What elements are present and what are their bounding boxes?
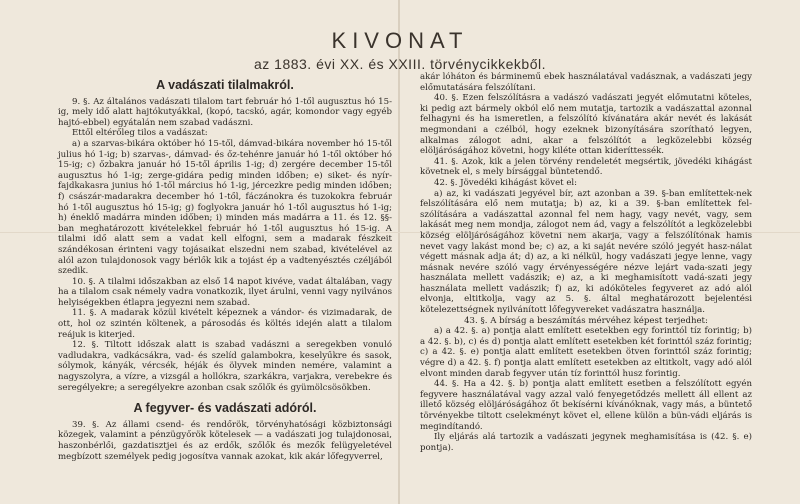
fold-line-vertical <box>398 0 400 504</box>
paragraph: 9. §. Az általános vadászati tilalom tart február hó 1-től augusztus hó 15-ig, mely idő alatt hajtókutyákkal, (kopó, tacskó, agár, komondor vagy egyéb hajtó-ebbel) egyátalán nem szabad vadászni. <box>58 96 392 128</box>
paragraph: 11. §. A madarak közül kivételt képeznek a vándor- és vizimadarak, de ott, hol oz szintén költenek, a párosodás és költés idején alatt a tilalom reájuk is kiterjed. <box>58 308 392 340</box>
paragraph: 42. §. Jövedéki kihágást követ el: <box>434 177 578 188</box>
document-title: KIVONAT <box>331 28 469 53</box>
right-column <box>420 72 752 453</box>
paragraph: a) az, ki vadászati jegyével bír, azt azonban a 39. §-ban említettek-nek felszólítására elő nem mutatja; b) az, ki a 39. §-ban említettek fel-szólítására a vadászattal azonnal fel nem hagy, vagy nevét, vagy, sem lakását meg nem mondja, zálogot nem ád, vagy a felszólítót a legközelebbi község elöljáróságához követni nem akarja, vagy a felszólítónak hamis nevet vagy lakást mond be; c) az, a ki saját nevére szóló jegyét hasz-nálat végett másnak adja át; d) az, a ki nélkül, hogy vadászati jegye lenne, vagy másnak nevére szóló vagy érvényességére nézve lejárt vada-szati jegy használata mellett vadászik; e) az, a ki meghamisított vadá-szati jegy használata mellett vadászik; f) az, ki adóköteles fegyveret az adó alól elvonja, eltitkolja, vagy az 5. §. által meghatározott bejelentési kötelezettségnek nyilvánított lőfegyvereket vadászatra használja. <box>420 188 752 316</box>
paragraph: a) a szarvas-bikára október hó 15-től, dámvad-bikára november hó 15-től julius hó 1-ig; b) szarvas-, dámvad- és őz-tehénre január hó 1-től október hó 15-ig; c) őzbakra január hó 15-től április 1-ig; d) zergére december 15-től augusztus hó 1-ig; zerge-gidára pedig minden időben; e) siket- és nyír-fajdkakasra junius hó 1-től március hó 1-ig, jércezkre pedig minden időben; f) császár-madarakra december hó 1-től, fáczánokra és tuzokokra február hó 1-től augusztus hó 15-ig; g) foglyokra január hó 1-től augusztus hó 1-ig; h) éneklő madárra minden időben; i) minden más madárra a 11. és 12. §§-ban meghatározott kivételekkel február hó 1-től augusztus hó 15-ig. A tilalmi idő alatt sem a vadat kell elfogni, sem a madarak fészkeit szándékosan érinteni vagy tojásaikat elszedni nem szabad, kivételével az alól azon tulajdonosok vagy bérlők kik a tojást ép a vadtenyésztés czéljából szedik. <box>58 138 392 277</box>
paragraph: 12. §. Tiltott időszak alatt is szabad vadászni a seregekben vonuló vadludakra, vadkácsákra, vad- és szelíd galambokra, keselyűkre és sasok, sólymok, kányák, vércsék, héják és ölyvek minden nemére, valamint a nagyszolyra, a vízre, a vizsgál a hollókra, szarkákra, varjakra, verebekre és seregélyekre; a seregélyekre azonban csak szőlők és gyümölcsösökben. <box>58 340 392 393</box>
paragraph: 41. §. Azok, kik a jelen törvény rendeletét megsértik, jövedéki kihágást követnek el, s mely bírsággal büntetendő. <box>420 156 752 178</box>
paragraph: Ettől eltérőleg tilos a vadászat: <box>72 128 208 139</box>
left-column <box>58 76 392 462</box>
paragraph: 43. §. A bírság a beszámítás mérvéhez képest terjedhet: <box>464 315 708 326</box>
paragraph: 10. §. A tilalmi időszakban az első 14 napot kivéve, vadat általában, vagy ha a tilalom csak némely vadra vonatkozik, ilyet árulni, venni vagy nyilvános helyiségekben étlapra jegyezni nem szabad. <box>58 276 392 308</box>
paragraph: 39. §. Az állami csend- és rendőrök, törvényhatósági közbiztonsági közegek, valamint a pénzügyőrök kötelesek — a vadászati jog tulajdonosai, haszonbérlői, gazdatisztjei és az erdők, szőlők és mezők felügyeletével megbízott személyek pedig jogosítva vannak azokat, kik akár lőfegyverrel, <box>58 419 392 462</box>
document-subtitle: az 1883. évi XX. és XXIII. törvénycikkekből. <box>253 56 547 72</box>
paragraph: 44. §. Ha a 42. §. b) pontja alatt említett esetben a felszólított egyén fegyvere használatával vagy azzal való fenyegetődzés mellett áll ellent az illető község elöljáróságához őt bekísérni kívánóknak, vagy más, a büntető törvényekbe tiltott cselekményt követ el, ellene külön a bün-vádi eljárás is megindítandó. <box>420 379 752 432</box>
paragraph: akár lóháton és bárminemű ebek használatával vadásznak, a vadászati jegy előmutatására felszólítani. <box>420 72 752 93</box>
section-heading-hunting-bans: A vadászati tilalmakról. <box>156 78 294 92</box>
section-heading-weapon-tax: A fegyver- és vadászati adóról. <box>133 401 317 416</box>
paragraph: 40. §. Ezen felszólításra a vadászó vadászati jegyét előmutatni köteles, ki pedig azt bármely okból elő nem mutatja, tartozik a vadászattal azonnal felhagyni és ha ismeretlen, a felszólító kívánatára akár nevét és lakását megmondani a czélból, hogy ezeknek bizonyítására szorítható legyen, alkalmas zálogot adni, akar a felszólítót a legközelebbi község elöljáróságához követni, hogy kiléte ottan kideríttessék. <box>420 93 752 157</box>
paragraph: Ily eljárás alá tartozik a vadászati jegynek meghamisítása is (42. §. e) pontja). <box>420 432 752 453</box>
paragraph: a) a 42. §. a) pontja alatt említett esetekben egy forinttól tíz forintig; b) a 42. §. b), c) és d) pontja alatt említett esetekben két forinttól száz forintig; c) a 42. §. e) pontja alatt említett esetekben ötven forinttól száz forintig; végre d) a 42. §. f) pontja alatt említett esetekben az eltitkolt, vagy adó alól elvont minden darab fegyver után tíz forinttól husz forintig. <box>420 326 752 379</box>
